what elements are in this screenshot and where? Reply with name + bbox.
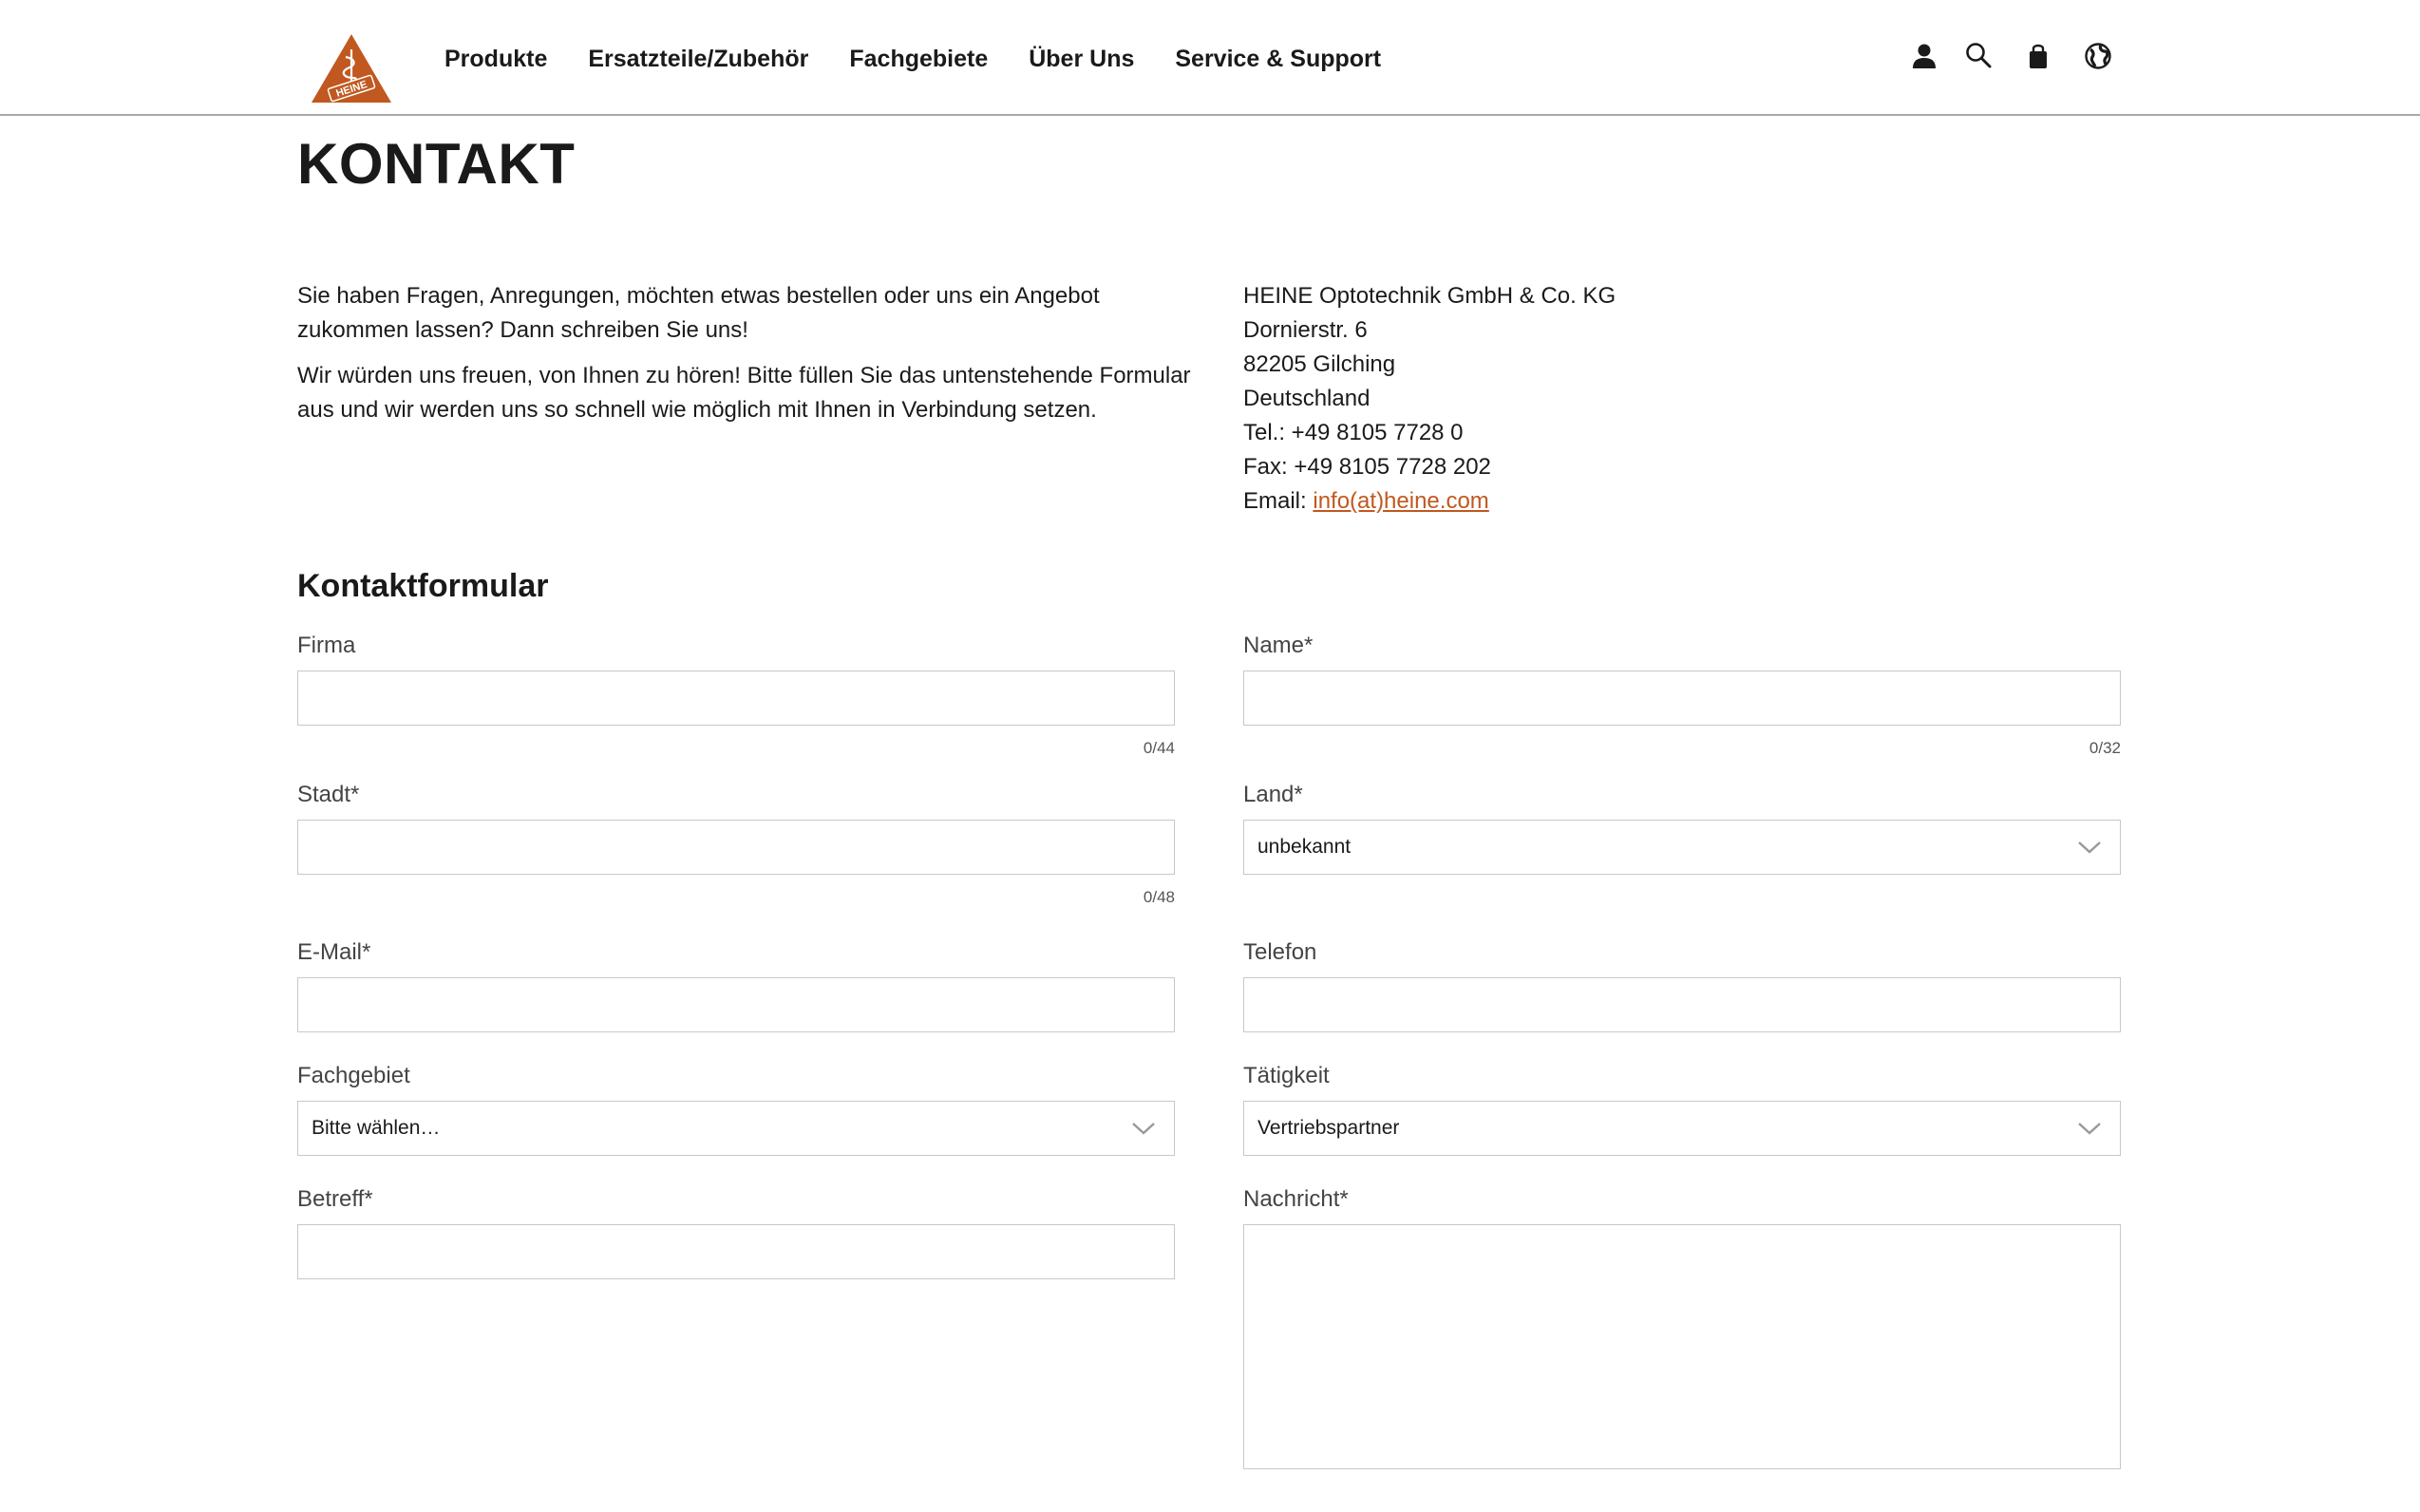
email-label: E-Mail* xyxy=(297,939,371,965)
email-field-group xyxy=(297,939,1175,1032)
name-label: Name* xyxy=(1243,633,1314,658)
firma-counter: 0/44 xyxy=(1143,739,1175,757)
search-icon[interactable] xyxy=(1962,40,1995,72)
name-field-group xyxy=(1243,633,2121,758)
globe-icon[interactable] xyxy=(2082,40,2114,72)
name-counter: 0/32 xyxy=(2089,739,2121,757)
nachricht-label: Nachricht* xyxy=(1243,1186,1349,1212)
land-selected-value: unbekannt xyxy=(1257,836,1352,858)
stadt-field-group xyxy=(297,782,1175,907)
firma-label: Firma xyxy=(297,633,356,658)
taetigkeit-select[interactable] xyxy=(1243,1101,2121,1156)
betreff-label: Betreff* xyxy=(297,1186,373,1212)
land-field-group xyxy=(1243,782,2121,875)
logo-text: HEINE xyxy=(334,79,369,100)
fachgebiet-select[interactable] xyxy=(297,1101,1175,1156)
intro-paragraph-2: Wir würden uns freuen, von Ihnen zu hören! Bitte füllen Sie das untenstehende Formular aus und wir werden uns so schnell wie möglich mit Ihnen in Verbindung setzen. xyxy=(297,363,1191,423)
address-email-label: Email: xyxy=(1243,488,1314,514)
address-fax: Fax: +49 8105 7728 202 xyxy=(1243,454,1491,480)
address-email-line xyxy=(1243,484,1908,519)
telefon-label: Telefon xyxy=(1243,939,1317,965)
nav-service-support[interactable]: Service & Support xyxy=(1175,46,1382,72)
shopping-bag-icon[interactable] xyxy=(2022,40,2054,72)
telefon-input[interactable] xyxy=(1243,977,2121,1032)
stadt-label: Stadt* xyxy=(297,782,360,807)
nav-fachgebiete[interactable]: Fachgebiete xyxy=(849,46,989,72)
form-title: Kontaktformular xyxy=(297,568,549,604)
fachgebiet-label: Fachgebiet xyxy=(297,1063,410,1088)
header-icon-bar xyxy=(0,40,2420,74)
chevron-down-icon xyxy=(1130,1121,1157,1136)
firma-input[interactable] xyxy=(297,671,1175,726)
nachricht-field-group xyxy=(1243,1186,2121,1469)
fachgebiet-field-group xyxy=(297,1063,1175,1156)
taetigkeit-field-group xyxy=(1243,1063,2121,1156)
land-select[interactable] xyxy=(1243,820,2121,875)
taetigkeit-label: Tätigkeit xyxy=(1243,1063,1330,1088)
address-company: HEINE Optotechnik GmbH & Co. KG xyxy=(1243,283,1616,309)
address-phone: Tel.: +49 8105 7728 0 xyxy=(1243,420,1464,445)
address-city: 82205 Gilching xyxy=(1243,351,1396,377)
stadt-input[interactable] xyxy=(297,820,1175,875)
address-street: Dornierstr. 6 xyxy=(1243,317,1368,343)
nav-produkte[interactable]: Produkte xyxy=(444,46,548,72)
chevron-down-icon xyxy=(2076,840,2103,855)
user-icon[interactable] xyxy=(1908,40,1940,72)
fachgebiet-selected-value: Bitte wählen… xyxy=(312,1117,441,1139)
taetigkeit-selected-value: Vertriebspartner xyxy=(1257,1117,1400,1139)
firma-field-group xyxy=(297,633,1175,758)
company-address xyxy=(1243,279,1908,519)
stadt-counter: 0/48 xyxy=(1143,888,1175,906)
email-input[interactable] xyxy=(297,977,1175,1032)
name-input[interactable] xyxy=(1243,671,2121,726)
nav-ueber-uns[interactable]: Über Uns xyxy=(1029,46,1135,72)
site-header xyxy=(0,0,2420,116)
address-country: Deutschland xyxy=(1243,386,1371,411)
intro-text xyxy=(297,279,1209,439)
land-label: Land* xyxy=(1243,782,1303,807)
telefon-field-group xyxy=(1243,939,2121,1032)
betreff-field-group xyxy=(297,1186,1175,1279)
betreff-input[interactable] xyxy=(297,1224,1175,1279)
nachricht-textarea[interactable] xyxy=(1243,1224,2121,1469)
chevron-down-icon xyxy=(2076,1121,2103,1136)
intro-paragraph-1: Sie haben Fragen, Anregungen, möchten etwas bestellen oder uns ein Angebot zukommen lassen? Dann schreiben Sie uns! xyxy=(297,283,1100,343)
nav-ersatzteile[interactable]: Ersatzteile/Zubehör xyxy=(588,46,809,72)
email-link[interactable]: info(at)heine.com xyxy=(1313,488,1489,514)
page-title: KONTAKT xyxy=(297,132,576,196)
